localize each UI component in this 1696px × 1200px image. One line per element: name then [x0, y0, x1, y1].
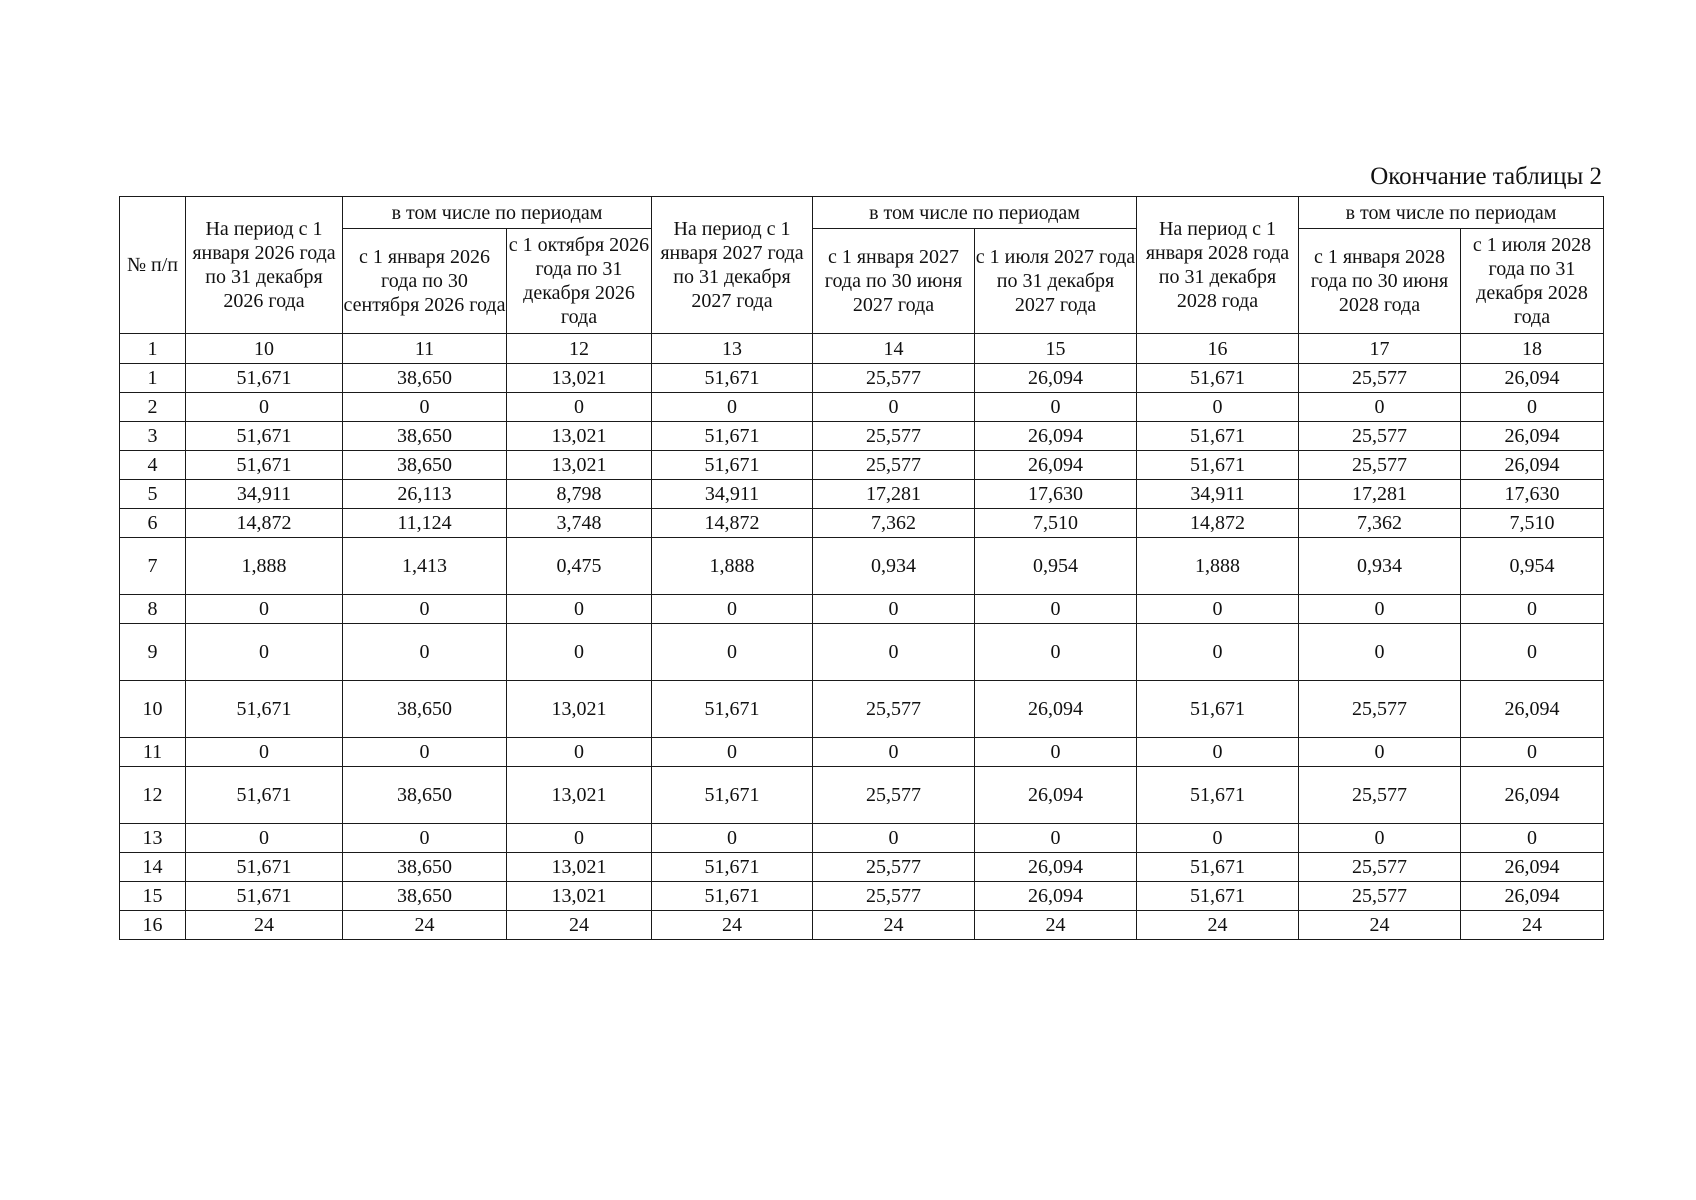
value-cell: 0: [975, 824, 1137, 853]
value-cell: 51,671: [652, 364, 813, 393]
row-number-cell: 4: [120, 451, 186, 480]
column-number: 16: [1137, 334, 1299, 364]
value-cell: 0,934: [813, 538, 975, 595]
value-cell: 1,888: [652, 538, 813, 595]
value-cell: 0: [1299, 824, 1461, 853]
period-2028-h2-header: с 1 июля 2028 года по 31 декабря 2028 года: [1461, 229, 1604, 334]
table-row: [120, 393, 1604, 422]
value-cell: 26,094: [1461, 767, 1604, 824]
value-cell: 0: [1299, 595, 1461, 624]
value-cell: 26,094: [975, 422, 1137, 451]
value-cell: 0: [975, 595, 1137, 624]
value-cell: 0: [813, 393, 975, 422]
value-cell: 0: [186, 824, 343, 853]
value-cell: 0: [652, 393, 813, 422]
value-cell: 38,650: [343, 451, 507, 480]
period-2026-total-header: На период с 1 января 2026 года по 31 декабря 2026 года: [186, 197, 343, 334]
value-cell: 24: [507, 911, 652, 940]
value-cell: 38,650: [343, 422, 507, 451]
value-cell: 0: [652, 824, 813, 853]
value-cell: 24: [1461, 911, 1604, 940]
column-number: 13: [652, 334, 813, 364]
value-cell: 38,650: [343, 882, 507, 911]
value-cell: 11,124: [343, 509, 507, 538]
value-cell: 0: [1461, 393, 1604, 422]
value-cell: 26,094: [1461, 451, 1604, 480]
value-cell: 38,650: [343, 767, 507, 824]
value-cell: 0: [1137, 738, 1299, 767]
value-cell: 51,671: [186, 767, 343, 824]
value-cell: 13,021: [507, 767, 652, 824]
value-cell: 0: [975, 738, 1137, 767]
column-number: 11: [343, 334, 507, 364]
value-cell: 13,021: [507, 681, 652, 738]
period-2027-h2-header: с 1 июля 2027 года по 31 декабря 2027 года: [975, 229, 1137, 334]
period-2028-h1-header: с 1 января 2028 года по 30 июня 2028 года: [1299, 229, 1461, 334]
value-cell: 24: [343, 911, 507, 940]
row-number-cell: 15: [120, 882, 186, 911]
row-number-cell: 13: [120, 824, 186, 853]
value-cell: 0,954: [975, 538, 1137, 595]
value-cell: 51,671: [1137, 364, 1299, 393]
table-row: [120, 738, 1604, 767]
value-cell: 14,872: [186, 509, 343, 538]
value-cell: 1,888: [186, 538, 343, 595]
row-number-cell: 16: [120, 911, 186, 940]
value-cell: 0: [343, 595, 507, 624]
value-cell: 51,671: [1137, 767, 1299, 824]
row-number-cell: 5: [120, 480, 186, 509]
value-cell: 0: [186, 393, 343, 422]
column-number: 10: [186, 334, 343, 364]
period-2028-breakdown-header: в том числе по периодам: [1299, 197, 1604, 229]
value-cell: 25,577: [1299, 853, 1461, 882]
period-2026-q1-q3-header: с 1 января 2026 года по 30 сентября 2026 года: [343, 229, 507, 334]
value-cell: 51,671: [186, 681, 343, 738]
period-2027-h1-header: с 1 января 2027 года по 30 июня 2027 года: [813, 229, 975, 334]
value-cell: 51,671: [1137, 422, 1299, 451]
value-cell: 17,630: [1461, 480, 1604, 509]
value-cell: 26,094: [975, 364, 1137, 393]
value-cell: 0: [1461, 595, 1604, 624]
value-cell: 25,577: [1299, 681, 1461, 738]
value-cell: 0: [975, 624, 1137, 681]
value-cell: 26,094: [975, 767, 1137, 824]
period-2027-total-header: На период с 1 января 2027 года по 31 декабря 2027 года: [652, 197, 813, 334]
value-cell: 25,577: [1299, 451, 1461, 480]
value-cell: 0: [652, 624, 813, 681]
header-row-1: [120, 197, 1604, 229]
value-cell: 0: [343, 738, 507, 767]
value-cell: 25,577: [813, 681, 975, 738]
value-cell: 26,094: [975, 681, 1137, 738]
table-row: [120, 853, 1604, 882]
value-cell: 26,094: [975, 853, 1137, 882]
row-number-cell: 9: [120, 624, 186, 681]
value-cell: 24: [1299, 911, 1461, 940]
period-2027-breakdown-header: в том числе по периодам: [813, 197, 1137, 229]
value-cell: 51,671: [1137, 882, 1299, 911]
value-cell: 26,094: [1461, 422, 1604, 451]
value-cell: 7,510: [975, 509, 1137, 538]
value-cell: 0: [186, 738, 343, 767]
value-cell: 0: [975, 393, 1137, 422]
table-row: [120, 480, 1604, 509]
table-caption: Окончание таблицы 2: [1370, 163, 1602, 190]
value-cell: 25,577: [1299, 767, 1461, 824]
table-body: [120, 364, 1604, 940]
table-row: [120, 538, 1604, 595]
table-row: [120, 595, 1604, 624]
column-number: 18: [1461, 334, 1604, 364]
value-cell: 0: [1299, 738, 1461, 767]
value-cell: 1,888: [1137, 538, 1299, 595]
table-row: [120, 681, 1604, 738]
period-2028-total-header: На период с 1 января 2028 года по 31 декабря 2028 года: [1137, 197, 1299, 334]
value-cell: 7,510: [1461, 509, 1604, 538]
value-cell: 25,577: [1299, 422, 1461, 451]
value-cell: 0: [507, 824, 652, 853]
header-row-2: [120, 229, 1604, 334]
table-row: [120, 422, 1604, 451]
value-cell: 0: [507, 624, 652, 681]
value-cell: 0: [507, 738, 652, 767]
value-cell: 13,021: [507, 882, 652, 911]
value-cell: 0: [186, 624, 343, 681]
value-cell: 0: [1299, 624, 1461, 681]
value-cell: 24: [813, 911, 975, 940]
value-cell: 8,798: [507, 480, 652, 509]
value-cell: 7,362: [813, 509, 975, 538]
table-row: [120, 911, 1604, 940]
value-cell: 51,671: [652, 451, 813, 480]
table-row: [120, 451, 1604, 480]
column-number: 12: [507, 334, 652, 364]
value-cell: 0: [1137, 624, 1299, 681]
row-number-cell: 6: [120, 509, 186, 538]
table-row: [120, 882, 1604, 911]
table-row: [120, 364, 1604, 393]
value-cell: 25,577: [813, 882, 975, 911]
value-cell: 25,577: [813, 364, 975, 393]
value-cell: 51,671: [652, 767, 813, 824]
value-cell: 17,630: [975, 480, 1137, 509]
table-row: [120, 824, 1604, 853]
value-cell: 51,671: [652, 681, 813, 738]
value-cell: 24: [652, 911, 813, 940]
value-cell: 25,577: [813, 767, 975, 824]
value-cell: 0: [1137, 595, 1299, 624]
value-cell: 26,094: [1461, 364, 1604, 393]
value-cell: 51,671: [652, 422, 813, 451]
value-cell: 24: [975, 911, 1137, 940]
value-cell: 51,671: [186, 422, 343, 451]
value-cell: 51,671: [1137, 451, 1299, 480]
table-row: [120, 624, 1604, 681]
column-number-row: [120, 334, 1604, 364]
column-number: 17: [1299, 334, 1461, 364]
value-cell: 14,872: [1137, 509, 1299, 538]
value-cell: 0: [343, 624, 507, 681]
value-cell: 26,094: [975, 882, 1137, 911]
row-number-cell: 2: [120, 393, 186, 422]
value-cell: 24: [1137, 911, 1299, 940]
row-number-header: № п/п: [120, 197, 186, 334]
value-cell: 51,671: [186, 364, 343, 393]
value-cell: 0: [813, 624, 975, 681]
value-cell: 38,650: [343, 364, 507, 393]
value-cell: 17,281: [813, 480, 975, 509]
value-cell: 3,748: [507, 509, 652, 538]
value-cell: 13,021: [507, 853, 652, 882]
value-cell: 26,094: [1461, 882, 1604, 911]
value-cell: 25,577: [813, 853, 975, 882]
column-number: 14: [813, 334, 975, 364]
value-cell: 34,911: [1137, 480, 1299, 509]
value-cell: 0,954: [1461, 538, 1604, 595]
row-number-cell: 3: [120, 422, 186, 451]
value-cell: 13,021: [507, 364, 652, 393]
value-cell: 24: [186, 911, 343, 940]
value-cell: 0: [343, 824, 507, 853]
value-cell: 0,475: [507, 538, 652, 595]
value-cell: 51,671: [186, 882, 343, 911]
value-cell: 25,577: [1299, 364, 1461, 393]
value-cell: 51,671: [652, 853, 813, 882]
value-cell: 38,650: [343, 681, 507, 738]
value-cell: 26,094: [1461, 853, 1604, 882]
value-cell: 7,362: [1299, 509, 1461, 538]
value-cell: 1,413: [343, 538, 507, 595]
value-cell: 13,021: [507, 422, 652, 451]
data-table: [119, 196, 1604, 940]
value-cell: 0: [1137, 824, 1299, 853]
value-cell: 34,911: [652, 480, 813, 509]
row-number-cell: 14: [120, 853, 186, 882]
period-2026-breakdown-header: в том числе по периодам: [343, 197, 652, 229]
value-cell: 0: [813, 824, 975, 853]
value-cell: 26,094: [1461, 681, 1604, 738]
value-cell: 51,671: [1137, 681, 1299, 738]
row-number-cell: 8: [120, 595, 186, 624]
value-cell: 0: [813, 595, 975, 624]
row-number-cell: 10: [120, 681, 186, 738]
value-cell: 0: [652, 595, 813, 624]
value-cell: 0: [186, 595, 343, 624]
value-cell: 0: [1137, 393, 1299, 422]
value-cell: 0: [507, 595, 652, 624]
value-cell: 51,671: [652, 882, 813, 911]
value-cell: 0: [1461, 824, 1604, 853]
row-number-cell: 12: [120, 767, 186, 824]
value-cell: 38,650: [343, 853, 507, 882]
value-cell: 25,577: [813, 422, 975, 451]
column-number: 1: [120, 334, 186, 364]
value-cell: 0: [1461, 624, 1604, 681]
value-cell: 17,281: [1299, 480, 1461, 509]
value-cell: 51,671: [186, 451, 343, 480]
value-cell: 26,094: [975, 451, 1137, 480]
value-cell: 51,671: [186, 853, 343, 882]
value-cell: 26,113: [343, 480, 507, 509]
row-number-cell: 7: [120, 538, 186, 595]
period-2026-q4-header: с 1 октября 2026 года по 31 декабря 2026 года: [507, 229, 652, 334]
value-cell: 13,021: [507, 451, 652, 480]
value-cell: 14,872: [652, 509, 813, 538]
column-number: 15: [975, 334, 1137, 364]
row-number-cell: 1: [120, 364, 186, 393]
value-cell: 25,577: [813, 451, 975, 480]
value-cell: 34,911: [186, 480, 343, 509]
value-cell: 25,577: [1299, 882, 1461, 911]
value-cell: 0: [1299, 393, 1461, 422]
value-cell: 0,934: [1299, 538, 1461, 595]
value-cell: 0: [343, 393, 507, 422]
value-cell: 0: [1461, 738, 1604, 767]
row-number-cell: 11: [120, 738, 186, 767]
value-cell: 51,671: [1137, 853, 1299, 882]
value-cell: 0: [652, 738, 813, 767]
table-row: [120, 767, 1604, 824]
value-cell: 0: [507, 393, 652, 422]
table-row: [120, 509, 1604, 538]
value-cell: 0: [813, 738, 975, 767]
